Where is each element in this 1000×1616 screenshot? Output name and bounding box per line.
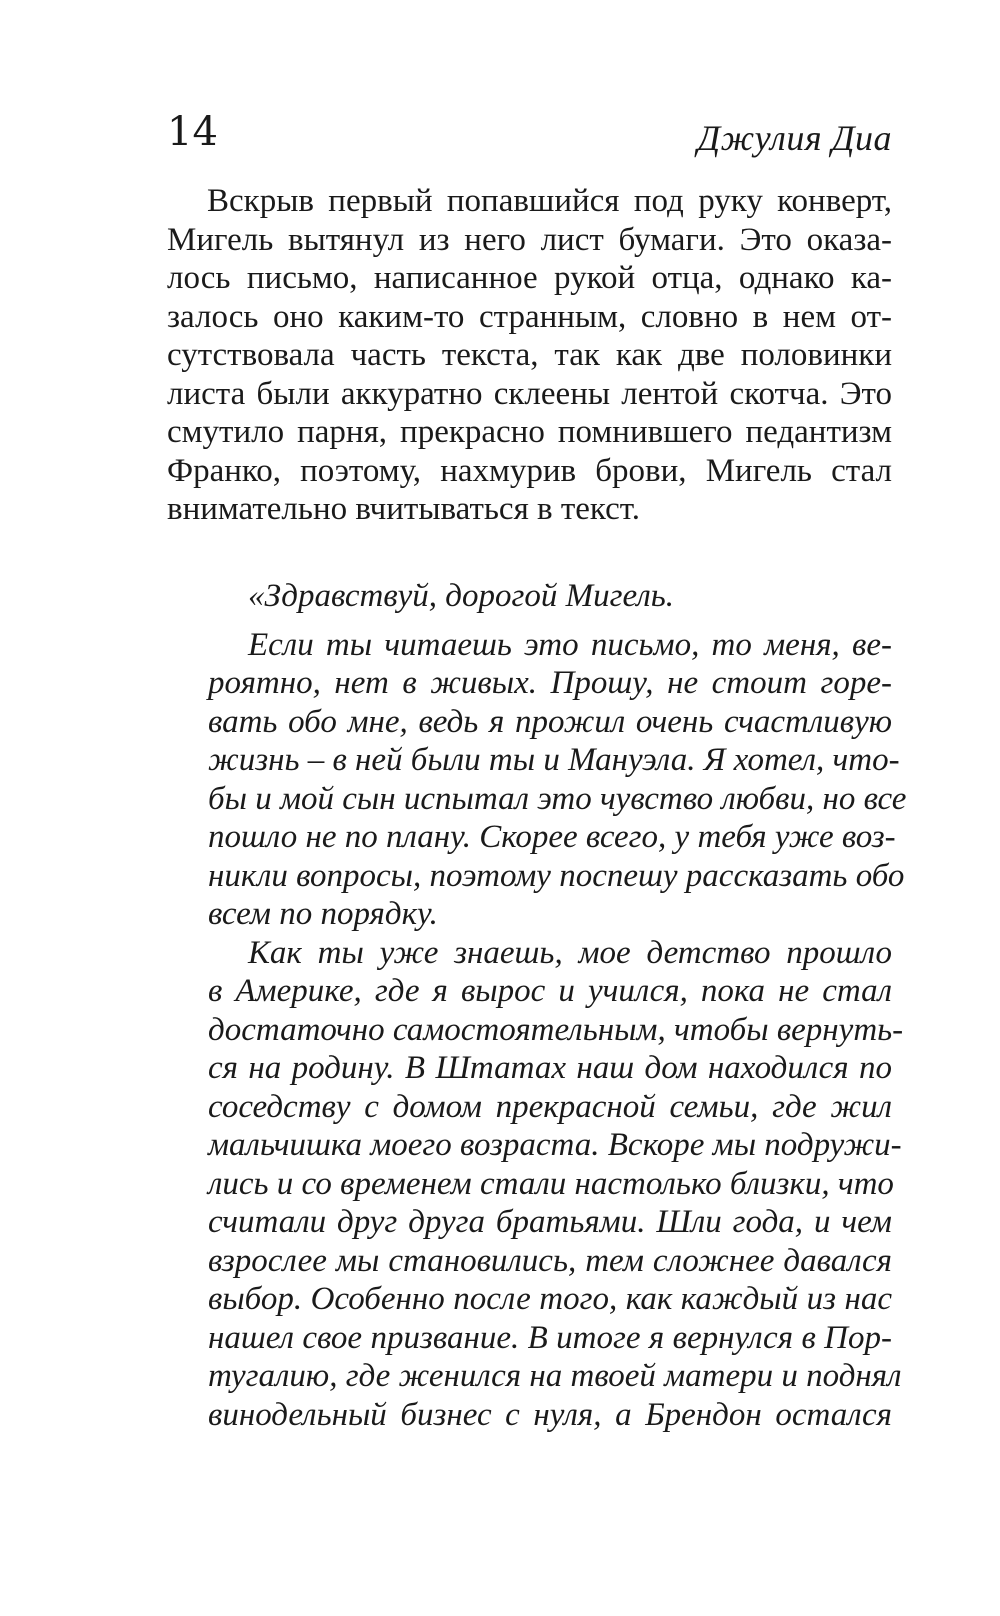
text-line: листа были аккуратно склеены лентой скотча. Это — [167, 375, 892, 412]
letter-line: винодельный бизнес с нуля, а Брендон остался — [208, 1396, 892, 1433]
letter-line: роятно, нет в живых. Прошу, не стоит горе- — [208, 665, 892, 701]
letter-line: тугалию, где женился на твоей матери и поднял — [208, 1358, 902, 1394]
text-line: Мигель вытянул из него лист бумаги. Это оказа- — [167, 221, 892, 258]
narrative-paragraph — [167, 182, 892, 529]
letter-line: взрослее мы становились, тем сложнее давался — [208, 1242, 892, 1279]
letter-line: лись и со временем стали настолько близки, что — [208, 1165, 894, 1202]
text-line: внимательно вчитываться в текст. — [167, 491, 640, 527]
letter-line: в Америке, где я вырос и учился, пока не стал — [208, 973, 892, 1009]
letter-line: пошло не по плану. Скорее всего, у тебя уже воз- — [208, 819, 896, 855]
letter-line: вать обо мне, ведь я прожил очень счастливую — [208, 703, 892, 740]
letter-line: ся на родину. В Штатах наш дом находился по — [208, 1050, 892, 1086]
letter-line: достаточно самостоятельным, чтобы вернуть- — [208, 1011, 904, 1048]
letter-line: никли вопросы, поэтому поспешу рассказать обо — [208, 857, 905, 894]
page-header — [167, 108, 892, 168]
text-line: лось письмо, написанное рукой отца, однако ка- — [167, 260, 892, 296]
text-line: сутствовала часть текста, так как две половинки — [167, 337, 892, 373]
letter-line: соседству с домом прекрасной семьи, где жил — [208, 1088, 892, 1125]
letter-line: Если ты читаешь это письмо, то меня, ве- — [248, 626, 892, 663]
letter-line: выбор. Особенно после того, как каждый из нас — [208, 1281, 892, 1317]
running-head-author: Джулия Диа — [697, 118, 892, 158]
text-line: залось оно каким-то странным, словно в нем от- — [167, 298, 892, 335]
letter-greeting: «Здравствуй, дорогой Мигель. — [248, 578, 674, 614]
letter-line: нашел свое призвание. В итоге я вернулся в Пор- — [208, 1319, 892, 1356]
letter-block — [208, 577, 907, 1434]
letter-line: жизнь – в ней были ты и Мануэла. Я хотел, что- — [208, 742, 900, 778]
letter-line: Как ты уже знаешь, мое детство прошло — [248, 934, 892, 971]
letter-line: считали друг друга братьями. Шли года, и чем — [208, 1204, 892, 1240]
letter-line: бы и мой сын испытал это чувство любви, но все — [208, 780, 907, 817]
text-line: Франко, поэтому, нахмурив брови, Мигель стал — [167, 452, 892, 489]
letter-line: всем по порядку. — [208, 896, 438, 932]
text-line: смутило парня, прекрасно помнившего педантизм — [167, 414, 892, 450]
letter-line: мальчишка моего возраста. Вскоре мы подружи- — [208, 1127, 902, 1163]
text-line: Вскрыв первый попавшийся под руку конверт, — [207, 183, 892, 219]
page-number: 14 — [167, 109, 218, 155]
